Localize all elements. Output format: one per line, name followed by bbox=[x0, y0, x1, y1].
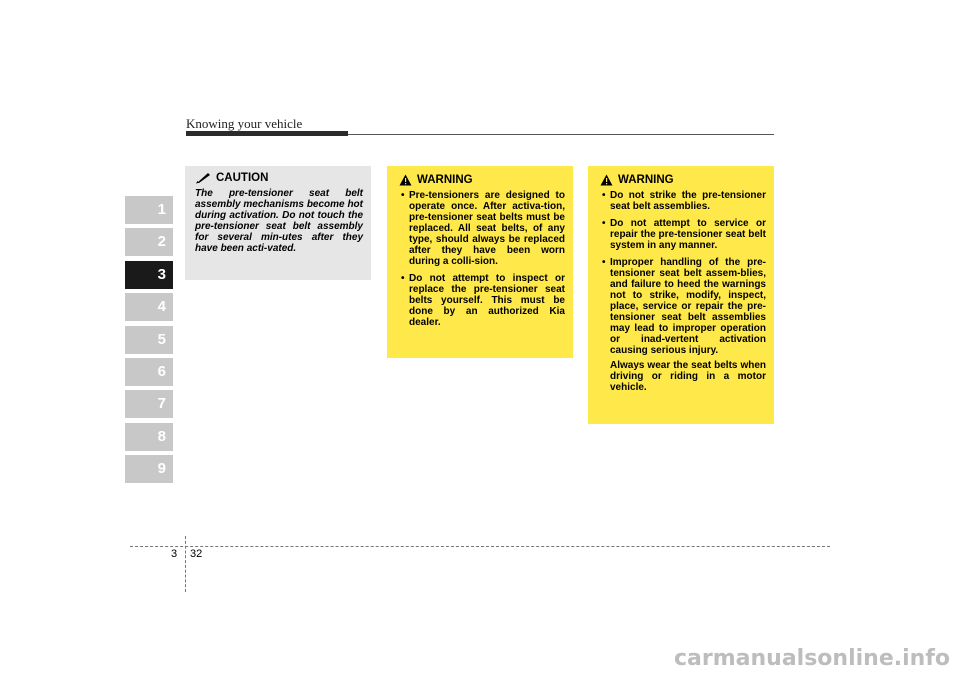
chapter-tab-7[interactable]: 7 bbox=[125, 390, 173, 418]
footer-rule bbox=[130, 546, 830, 547]
footer-divider bbox=[185, 536, 186, 592]
warning-heading-label-2: WARNING bbox=[618, 174, 674, 186]
warning-heading-2 bbox=[596, 174, 766, 186]
list-item: • Pre-tensioners are designed to operate once. After activa-tion, pre-tensioner seat belts must be replaced. All seat belts, of any type, should always be replaced after they have been worn during a colli-sion. bbox=[395, 190, 565, 267]
warning-triangle-icon bbox=[399, 174, 412, 186]
chapter-tab-9[interactable]: 9 bbox=[125, 455, 173, 483]
page-number: 32 bbox=[190, 548, 203, 560]
list-item: • Do not strike the pre-tensioner seat belt assemblies. bbox=[596, 190, 766, 212]
list-item: • Improper handling of the pre-tensioner seat belt assem-blies, and failure to heed the warnings not to strike, modify, inspect, place, service or repair the pre-tensioner seat belt assemblies may lead to improper operation or inad-vertent activation causing serious injury. bbox=[596, 257, 766, 356]
warning-list-2 bbox=[596, 190, 766, 356]
chapter-tab-2[interactable]: 2 bbox=[125, 228, 173, 256]
caution-heading bbox=[195, 172, 363, 184]
header-title: Knowing your vehicle bbox=[186, 116, 303, 131]
caution-text: The pre-tensioner seat belt assembly mechanisms become hot during activation. Do not touch the pre-tensioner seat belt assembly for several min-utes after they have been acti-vated. bbox=[195, 188, 363, 254]
warning-tail-text: Always wear the seat belts when driving or riding in a motor vehicle. bbox=[610, 360, 766, 393]
chapter-tab-3[interactable]: 3 bbox=[125, 261, 173, 289]
chapter-tab-6[interactable]: 6 bbox=[125, 358, 173, 386]
caution-box bbox=[185, 166, 371, 280]
warning-heading-label-1: WARNING bbox=[417, 174, 473, 186]
watermark: carmanualsonline.info bbox=[674, 646, 950, 671]
header-bar bbox=[186, 131, 348, 136]
chapter-tabs bbox=[125, 196, 173, 488]
warning-triangle-icon bbox=[600, 174, 613, 186]
pencil-icon bbox=[195, 172, 211, 184]
chapter-tab-8[interactable]: 8 bbox=[125, 423, 173, 451]
list-item: • Do not attempt to service or repair the pre-tensioner seat belt system in any manner. bbox=[596, 218, 766, 251]
page-chapter-number: 3 bbox=[171, 548, 178, 560]
list-item: • Do not attempt to inspect or replace the pre-tensioner seat belts yourself. This must be done by an authorized Kia dealer. bbox=[395, 273, 565, 328]
chapter-tab-4[interactable]: 4 bbox=[125, 293, 173, 321]
warning-box-1 bbox=[387, 166, 573, 358]
caution-heading-label: CAUTION bbox=[216, 172, 269, 184]
header-rule bbox=[348, 134, 774, 135]
warning-heading-1 bbox=[395, 174, 565, 186]
chapter-tab-1[interactable]: 1 bbox=[125, 196, 173, 224]
warning-box-2 bbox=[588, 166, 774, 424]
warning-list-1 bbox=[395, 190, 565, 328]
chapter-tab-5[interactable]: 5 bbox=[125, 326, 173, 354]
